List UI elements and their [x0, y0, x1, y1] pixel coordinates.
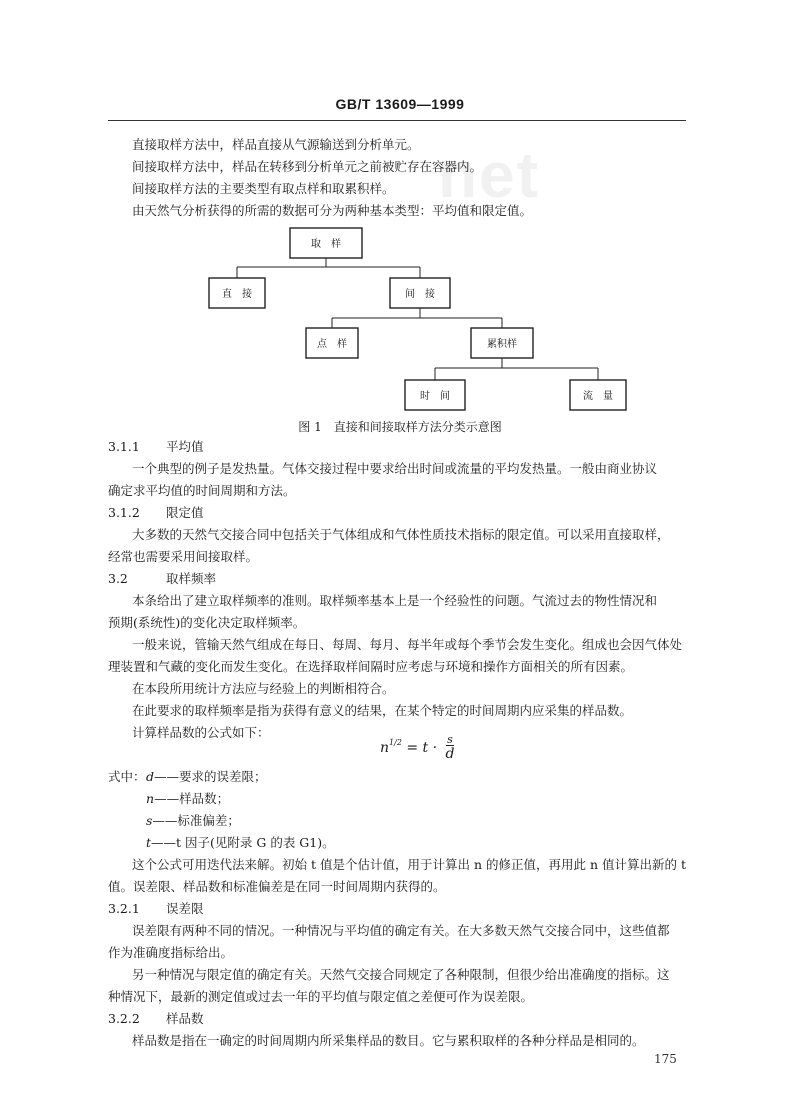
node-time-label: 时 间 [420, 391, 450, 402]
section-number: 3.2 [108, 571, 128, 586]
definition-symbol: n [146, 791, 155, 806]
section-title: 限定值 [166, 505, 204, 520]
definition-dash: —— [154, 769, 180, 784]
node-flow-label: 流 量 [583, 391, 613, 402]
formula-explanation-line-2: 值。误差限、样品数和标准偏差是在同一时间周期内获得的。 [108, 879, 446, 894]
section-3-2-1-p1-line-1: 误差限有两种不同的情况。一种情况与平均值的确定有关。在大多数天然气交接合同中，这些值都 [132, 923, 670, 938]
section-number: 3.2.2 [108, 1011, 140, 1026]
formula-explanation-line-1: 这个公式可用迭代法来解。初始 t 值是个估计值，用于计算出 n 的修正值，再用此 n 值计算出新的 t [132, 857, 686, 872]
definition-symbol: s [146, 813, 153, 828]
sampling-classification-diagram [0, 0, 800, 450]
section-title: 误差限 [166, 901, 204, 916]
section-3-2-p1-line-1: 本条给出了建立取样频率的准则。取样频率基本上是一个经验性的问题。气流过去的物性情况和 [132, 593, 658, 608]
intro-line-4: 由天然气分析获得的所需的数据可分为两种基本类型：平均值和限定值。 [132, 203, 533, 218]
node-direct-label: 直 接 [222, 289, 252, 300]
section-3-2-2-heading [108, 1009, 204, 1029]
sample-count-formula [380, 734, 454, 762]
node-root-label: 取 样 [311, 239, 341, 250]
node-cumulative-label: 累积样 [487, 339, 517, 350]
section-3-2-p1-line-2: 预期(系统性)的变化决定取样频率。 [108, 615, 306, 630]
section-3-2-1-p1-line-2: 作为准确度指标给出。 [108, 945, 234, 960]
definition-dash: —— [152, 813, 178, 828]
section-3-2-p3: 在本段所用统计方法应与经验上的判断相符合。 [132, 681, 395, 696]
node-spot-label: 点 样 [317, 339, 347, 350]
standard-number-header: GB/T 13609—1999 [335, 96, 465, 112]
definition-text: 标准偏差； [177, 813, 240, 828]
section-3-2-p2-line-2: 理装置和气藏的变化而发生变化。在选择取样间隔时应考虑与环境和操作方面相关的所有因素。 [108, 659, 634, 674]
section-3-1-1-para-line-2: 确定求平均值的时间周期和方法。 [108, 483, 296, 498]
definition-symbol: t [146, 835, 152, 850]
definition-item [146, 788, 229, 809]
definition-dash: —— [151, 835, 177, 850]
definition-dash: —— [154, 791, 180, 806]
definition-item [146, 832, 335, 853]
section-3-2-p4: 在此要求的取样频率是指为获得有意义的结果，在某个特定的时间周期内应采集的样品数。 [132, 703, 633, 718]
node-indirect-label: 间 接 [405, 289, 435, 300]
formula-exponent: 1/2 [389, 738, 402, 747]
section-3-1-2-para-line-2: 经常也需要采用间接取样。 [108, 549, 259, 564]
section-3-2-p2-line-1: 一般来说，管输天然气组成在每日、每周、每月、每半年或每个季节会发生变化。组成也会因气体处 [132, 637, 683, 652]
formula-numerator: s [447, 733, 453, 746]
section-3-2-1-p2-line-2: 种情况下，最新的测定值或过去一年的平均值与限定值之差便可作为误差限。 [108, 989, 534, 1004]
formula-fraction [446, 734, 455, 762]
section-number: 3.1.2 [108, 505, 140, 520]
section-3-2-1-p2-line-1: 另一种情况与限定值的确定有关。天然气交接合同规定了各种限制，但很少给出准确度的指标。这 [132, 967, 670, 982]
definition-symbol: d [146, 769, 155, 784]
formula-lhs: n [380, 740, 390, 756]
figure-caption: 图 1 直接和间接取样方法分类示意图 [298, 420, 502, 434]
definition-item [146, 810, 240, 831]
section-3-1-2-heading [108, 503, 204, 523]
section-title: 取样频率 [166, 571, 217, 586]
intro-line-3: 间接取样方法的主要类型有取点样和取累积样。 [132, 181, 395, 196]
section-3-2-heading [108, 569, 216, 589]
definition-item [146, 766, 267, 787]
formula-denominator: d [445, 746, 455, 762]
intro-line-2: 间接取样方法中，样品在转移到分析单元之前被贮存在容器内。 [132, 159, 483, 174]
definition-text: 样品数； [179, 791, 230, 806]
section-3-1-1-heading [108, 437, 204, 457]
formula-rhs: = t · [401, 740, 442, 756]
definition-text: 要求的误差限； [179, 769, 267, 784]
section-number: 3.1.1 [108, 439, 140, 454]
section-title: 样品数 [166, 1011, 204, 1026]
section-3-2-2-p1: 样品数是指在一确定的时间周期内所采集样品的数目。它与累积取样的各种分样品是相同的。 [132, 1033, 645, 1048]
section-3-1-1-para-line-1: 一个典型的例子是发热量。气体交接过程中要求给出时间或流量的平均发热量。一般由商业协议 [132, 461, 658, 476]
definition-text: t 因子(见附录 G 的表 G1)。 [176, 835, 335, 850]
section-3-2-p5: 计算样品数的公式如下： [132, 725, 270, 740]
section-3-2-1-heading [108, 899, 204, 919]
section-number: 3.2.1 [108, 901, 140, 916]
intro-line-1: 直接取样方法中，样品直接从气源输送到分析单元。 [132, 137, 420, 152]
page-number: 175 [654, 1052, 677, 1066]
definitions-lead: 式中： [108, 769, 146, 784]
watermark: net [438, 139, 540, 211]
section-3-1-2-para-line-1: 大多数的天然气交接合同中包括关于气体组成和气体性质技术指标的限定值。可以采用直接取样， [132, 527, 670, 542]
section-title: 平均值 [166, 439, 204, 454]
